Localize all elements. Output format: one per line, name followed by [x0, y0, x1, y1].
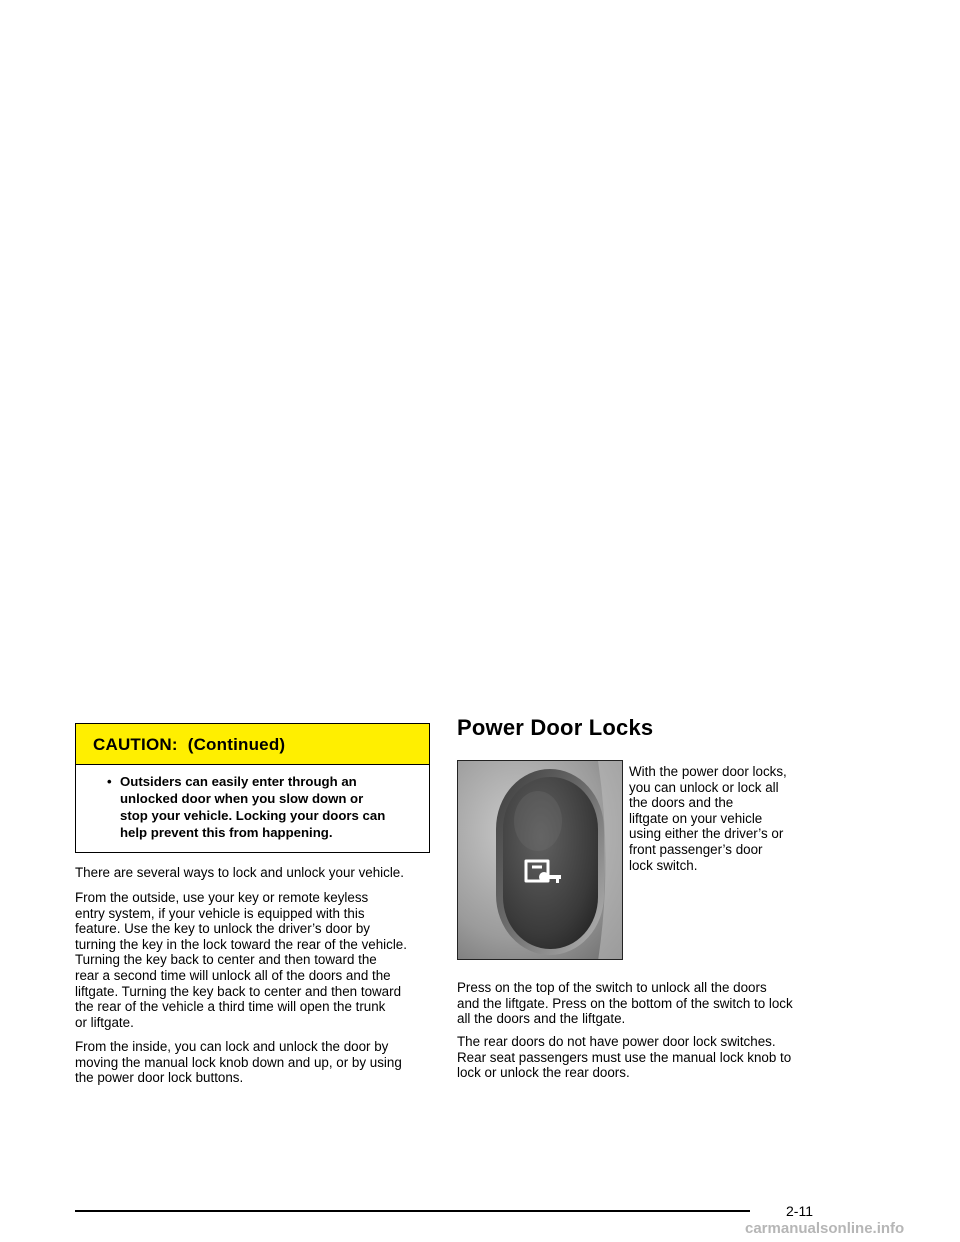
left-paragraph-1 — [75, 865, 404, 881]
text-line: lock switch. — [629, 857, 698, 873]
door-lock-switch-icon — [458, 761, 623, 960]
text-line: moving the manual lock knob down and up, or by using — [75, 1054, 402, 1070]
right-paragraph-2 — [457, 980, 793, 1027]
text-line: turning the key in the lock toward the rear of the vehicle. — [75, 936, 407, 952]
text-line: and the liftgate. Press on the bottom of the switch to lock — [457, 995, 793, 1011]
text-line: using either the driver’s or — [629, 826, 784, 842]
caution-text-line: Outsiders can easily enter through an — [120, 774, 357, 789]
caution-text-line: unlocked door when you slow down or — [120, 791, 364, 806]
text-line: Press on the top of the switch to unlock all the doors — [457, 980, 767, 995]
text-line: From the outside, use your key or remote keyless — [75, 890, 369, 905]
text-line: With the power door locks, — [629, 764, 787, 779]
caution-box — [75, 723, 430, 853]
text-line: the doors and the — [629, 795, 734, 811]
text-line: you can unlock or lock all — [629, 779, 779, 795]
watermark: carmanualsonline.info — [745, 1220, 905, 1237]
text-line: Turning the key back to center and then toward the — [75, 952, 377, 968]
left-paragraph-2 — [75, 890, 407, 1030]
caution-text-line: help prevent this from happening. — [120, 825, 333, 840]
text-line: lock or unlock the rear doors. — [457, 1065, 630, 1081]
text-line: liftgate. Turning the key back to center and then toward — [75, 983, 402, 999]
caution-bullet-item — [76, 765, 429, 841]
text-line: the rear of the vehicle a third time will open the trunk — [75, 999, 386, 1015]
text-line: entry system, if your vehicle is equipped with this — [75, 905, 365, 921]
right-side-paragraph — [629, 764, 787, 873]
text-line: liftgate on your vehicle — [629, 810, 763, 826]
text-line: rear a second time will unlock all of the doors and the — [75, 967, 391, 983]
caution-header — [76, 724, 429, 765]
text-line: front passenger’s door — [629, 841, 763, 857]
caution-continued-label: (Continued) — [187, 735, 286, 754]
text-line: the power door lock buttons. — [75, 1070, 244, 1086]
text-line: or liftgate. — [75, 1014, 134, 1030]
text-line: From the inside, you can lock and unlock the door by — [75, 1039, 389, 1054]
right-paragraph-3 — [457, 1034, 791, 1081]
left-paragraph-3 — [75, 1039, 402, 1086]
text-line: There are several ways to lock and unlock your vehicle. — [75, 865, 404, 880]
page-number: 2-11 — [786, 1203, 813, 1219]
bullet-icon: • — [107, 774, 112, 789]
text-line: all the doors and the liftgate. — [457, 1011, 626, 1027]
text-line: feature. Use the key to unlock the driver’s door by — [75, 921, 370, 937]
text-line: Rear seat passengers must use the manual lock knob to — [457, 1049, 792, 1065]
door-lock-switch-photo — [457, 760, 623, 960]
section-heading: Power Door Locks — [457, 715, 654, 740]
text-line: The rear doors do not have power door lock switches. — [457, 1034, 776, 1049]
footer-rule — [75, 1210, 750, 1212]
caution-label: CAUTION: — [93, 735, 178, 754]
caution-text-line: stop your vehicle. Locking your doors can — [120, 808, 386, 823]
